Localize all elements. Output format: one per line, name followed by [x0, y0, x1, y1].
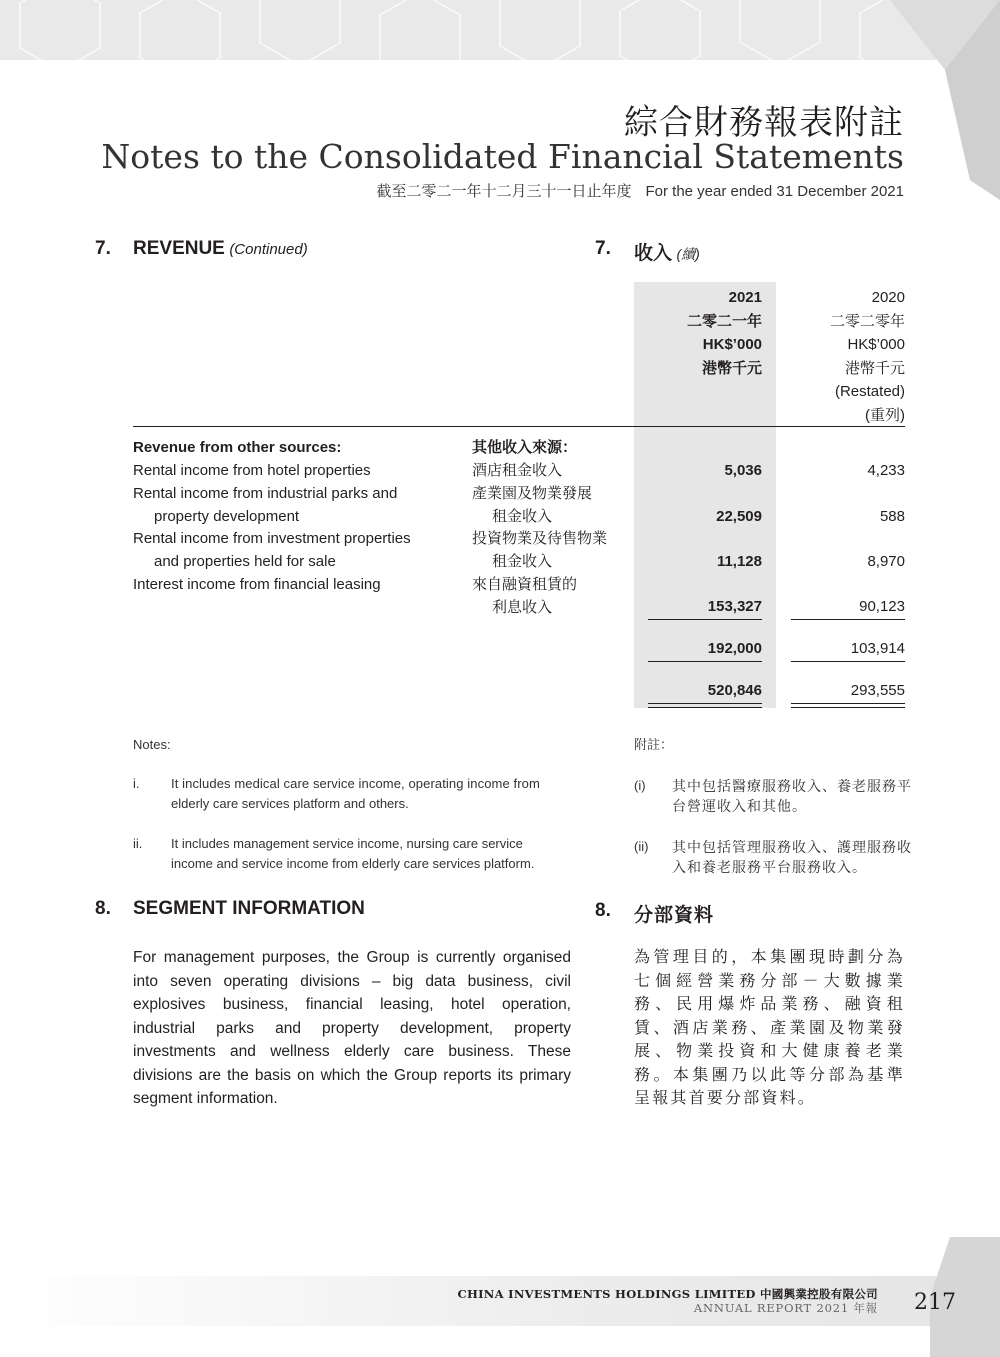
- table-row-label: Rental income from hotel properties: [133, 462, 371, 479]
- table-row-label-zh: 酒店租金收入: [472, 462, 563, 479]
- subtotal-2021: 192,000: [707, 640, 762, 657]
- note-text: [171, 834, 571, 874]
- page-number: 217: [914, 1290, 956, 1315]
- section7-number: 7.: [95, 238, 111, 259]
- section7-heading-zh: [634, 238, 700, 265]
- note-line: It includes medical care service income, operating income from: [171, 776, 540, 791]
- table-cell-2020: 588: [879, 508, 905, 525]
- page-title-zh: 綜合財務報表附註: [624, 103, 904, 143]
- table-cell-2021: 153,327: [707, 598, 762, 615]
- header-hexagon-pattern: [0, 0, 1000, 60]
- table-row-label: Rental income from industrial parks and: [133, 485, 398, 502]
- table-cell-2021: 5,036: [724, 462, 762, 479]
- section8-paragraph: For management purposes, the Group is currently organised into seven operating divisions – big data business, civil explosives business, financial leasing, hotel operation, industrial parks and property development, property investments and wellness elderly care business. These divisions are the basis on which the Group reports its primary segment information.: [133, 949, 571, 1107]
- col-2020-unit: HK$’000: [847, 336, 905, 353]
- section7-title-zh: 收入: [634, 243, 673, 264]
- table-row-label-zh-cont: 利息收入: [492, 599, 553, 616]
- table-row-label-zh: 投資物業及待售物業: [472, 530, 608, 547]
- note-label-zh: (ii): [634, 839, 649, 854]
- note-label: ii.: [133, 836, 143, 851]
- footer-report: ANNUAL REPORT 2021 年報: [693, 1301, 878, 1315]
- section8-title: SEGMENT INFORMATION: [133, 898, 365, 919]
- col-2021-year: 2021: [728, 289, 762, 306]
- note-text: [171, 774, 571, 814]
- table-cell-2021: 22,509: [716, 508, 762, 525]
- section7-title: REVENUE: [133, 238, 225, 259]
- section8-paragraph-zh: 為管理目的，本集團現時劃分為七個經營業務分部－大數據業務、民用爆炸品業務、融資租賃、酒店業務、產業園及物業發展、物業投資和大健康養老業務。本集團乃以此等分部為基準呈報其首要分部資料。: [634, 949, 905, 1107]
- col-2021-unit: HK$’000: [702, 336, 762, 353]
- col-2020-year: 2020: [871, 289, 905, 306]
- subtotal-rule-2020: [791, 619, 905, 620]
- period-en: For the year ended 31 December 2021: [645, 183, 904, 200]
- table-cell-2020: 90,123: [859, 598, 905, 615]
- group-label-en: Revenue from other sources:: [133, 439, 342, 456]
- notes-heading-zh: 附註：: [634, 737, 674, 752]
- total-rule-2020: [791, 661, 905, 662]
- note-text-zh: [672, 837, 912, 877]
- section8-title-zh: 分部資料: [634, 905, 715, 926]
- note-line: elderly care services platform and others.: [171, 796, 409, 811]
- note-text-zh: [672, 776, 912, 816]
- col-2021-year-zh: 二零二一年: [686, 312, 762, 330]
- table-cell-2020: 4,233: [867, 462, 905, 479]
- period-zh: 截至二零二一年十二月三十一日止年度: [376, 183, 632, 200]
- section8-number: 8.: [95, 898, 111, 919]
- period-subtitle: [376, 180, 904, 201]
- total-double-rule-2021: [648, 703, 762, 708]
- table-cell-2021: 11,128: [716, 553, 762, 570]
- table-row-label-zh: 來自融資租賃的: [472, 576, 578, 593]
- table-row-label-zh-cont: 租金收入: [492, 553, 553, 570]
- table-row-label-zh: 產業園及物業發展: [472, 485, 593, 502]
- note-line: income and service income from elderly care services platform.: [171, 856, 535, 871]
- col-2021-unit-zh: 港幣千元: [701, 359, 762, 377]
- note-line-zh: 台營運收入和其他。: [672, 798, 807, 814]
- table-cell-2020: 8,970: [867, 553, 905, 570]
- section7-continued: (Continued): [229, 241, 308, 258]
- subtotal-rule-2021: [648, 619, 762, 620]
- note-line-zh: 其中包括管理服務收入、護理服務收: [672, 839, 912, 855]
- table-row-label: Interest income from financial leasing: [133, 576, 381, 593]
- col-2020-unit-zh: 港幣千元: [844, 359, 905, 377]
- note-label: i.: [133, 776, 140, 791]
- table-row-label-zh-cont: 租金收入: [492, 508, 553, 525]
- note-label-zh: (i): [634, 778, 646, 793]
- table-row-label-cont: property development: [154, 508, 300, 525]
- col-2020-restated-zh: (重列): [865, 406, 905, 424]
- col-2020-year-zh: 二零二零年: [829, 312, 905, 330]
- note-line-zh: 入和養老服務平台服務收入。: [672, 859, 867, 875]
- table-row-label-cont: and properties held for sale: [154, 553, 336, 570]
- table-row-label: Rental income from investment properties: [133, 530, 411, 547]
- group-label-zh: 其他收入來源：: [472, 439, 578, 456]
- total-2020: 293,555: [850, 682, 905, 699]
- table-header-rule: [133, 426, 905, 427]
- total-rule-2021: [648, 661, 762, 662]
- note-line-zh: 其中包括醫療服務收入、養老服務平: [672, 778, 912, 794]
- section7-continued-zh: (續): [676, 246, 700, 262]
- section7-heading: [133, 238, 308, 260]
- total-2021: 520,846: [707, 682, 762, 699]
- footer-company: CHINA INVESTMENTS HOLDINGS LIMITED 中國興業控股有限公司: [457, 1287, 878, 1301]
- notes-heading: Notes:: [133, 737, 171, 752]
- total-double-rule-2020: [791, 703, 905, 708]
- section8-number-zh: 8.: [595, 900, 611, 921]
- page-title-en: Notes to the Consolidated Financial Statements: [101, 137, 904, 176]
- corner-decoration-top: [890, 0, 1000, 200]
- column-header-2021: [622, 286, 762, 380]
- col-2020-restated: (Restated): [834, 383, 905, 400]
- subtotal-2020: 103,914: [850, 640, 905, 657]
- column-header-2020: [765, 286, 905, 427]
- section7-number-zh: 7.: [595, 238, 611, 259]
- note-line: It includes management service income, nursing care service: [171, 836, 523, 851]
